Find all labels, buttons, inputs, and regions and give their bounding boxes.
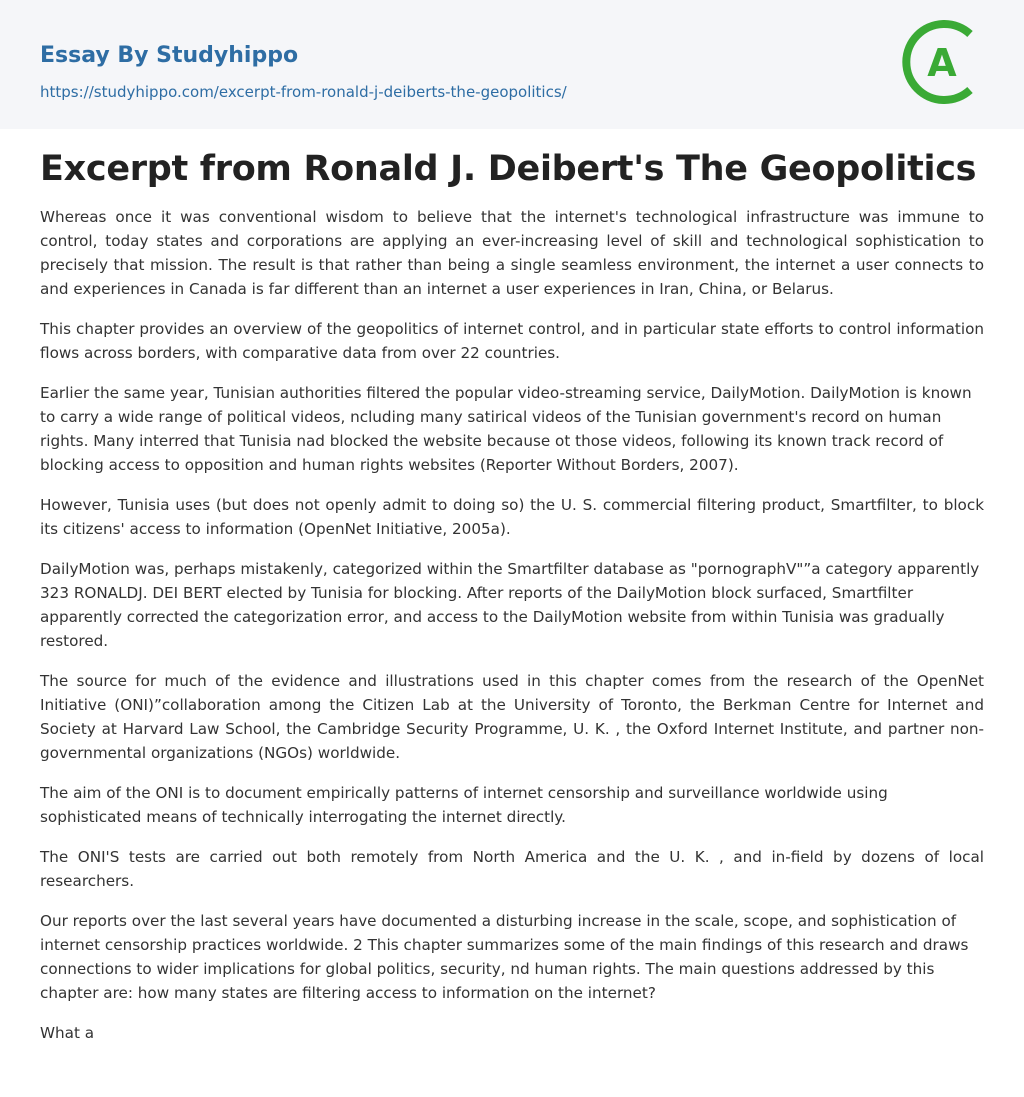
paragraph: What a — [40, 1024, 95, 1042]
paragraph: Whereas once it was conventional wisdom to believe that the internet's technological infrastructure was immune to control, today states and corporations are applying an ever-increasing level of skill and technological sophistication to precisely that mission. The result is that rather than being a single seamless environment, the internet a user connects to and experiences in Canada is far different than an internet a user experiences in Iran, China, or Belarus. — [40, 208, 984, 298]
logo-ring-icon — [900, 20, 984, 104]
article — [0, 147, 1024, 1045]
paragraph: This chapter provides an overview of the geopolitics of internet control, and in particular state efforts to control information flows across borders, with comparative data from over 22 countries. — [40, 320, 984, 362]
paragraph: DailyMotion was, perhaps mistakenly, categorized within the Smartfilter database as "pornographV"”a category apparently 323 RONALDJ. DEI BERT elected by Tunisia for blocking. After reports of the DailyMotion block surfaced, Smartfilter apparently corrected the categorization error, and access to the DailyMotion website from within Tunisia was gradually restored. — [40, 560, 980, 650]
brand-title[interactable]: Essay By Studyhippo — [40, 43, 299, 68]
paragraph: The ONI'S tests are carried out both remotely from North America and the U. K. , and in-field by dozens of local researchers. — [40, 848, 984, 890]
paragraph: The aim of the ONI is to document empirically patterns of internet censorship and surveillance worldwide using sophisticated means of technically interrogating the internet directly. — [40, 784, 888, 826]
essay-url-link[interactable]: https://studyhippo.com/excerpt-from-ronald-j-deiberts-the-geopolitics/ — [40, 83, 567, 101]
logo-letter: A — [927, 41, 957, 85]
studyhippo-logo-icon[interactable] — [900, 20, 984, 104]
paragraph: Our reports over the last several years have documented a disturbing increase in the scale, scope, and sophistication of internet censorship practices worldwide. 2 This chapter summarizes some of the main findings of this research and draws connections to wider implications for global politics, security, nd human rights. The main questions addressed by this chapter are: how many states are filtering access to information on the internet? — [40, 912, 969, 1002]
site-header — [0, 0, 1024, 129]
page-title: Excerpt from Ronald J. Deibert's The Geopolitics — [40, 149, 977, 189]
paragraph: However, Tunisia uses (but does not openly admit to doing so) the U. S. commercial filtering product, Smartfilter, to block its citizens' access to information (OpenNet Initiative, 2005a). — [40, 496, 984, 538]
paragraph: The source for much of the evidence and illustrations used in this chapter comes from the research of the OpenNet Initiative (ONI)”collaboration among the Citizen Lab at the University of Toronto, the Berkman Centre for Internet and Society at Harvard Law School, the Cambridge Security Programme, U. K. , the Oxford Internet Institute, and partner non- governmental organizations (NGOs) worldwide. — [40, 672, 984, 762]
paragraph: Earlier the same year, Tunisian authorities filtered the popular video-streaming service, DailyMotion. DailyMotion is known to carry a wide range of political videos, ncluding many satirical videos of the Tunisian government's record on human rights. Many interred that Tunisia nad blocked the website because ot those videos, following its known track record of blocking access to opposition and human rights websites (Reporter Without Borders, 2007). — [40, 384, 972, 474]
